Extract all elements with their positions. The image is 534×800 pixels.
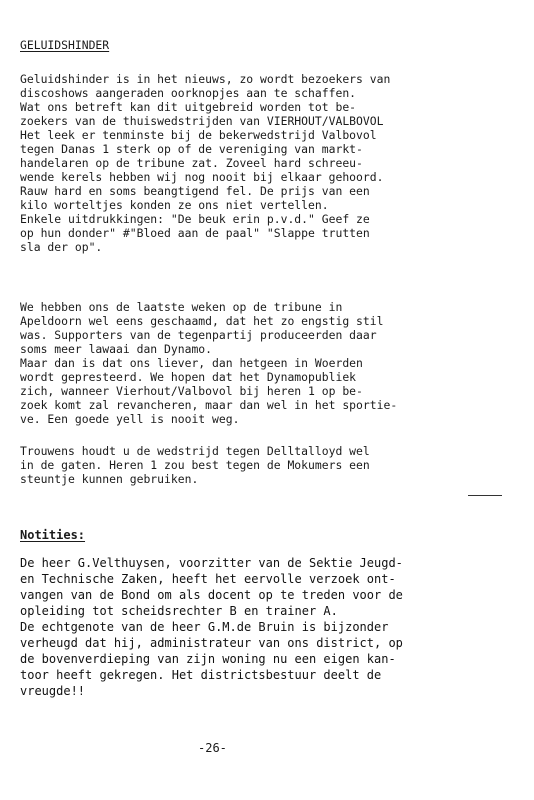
paragraph-line: Apeldoorn wel eens geschaamd, dat het zo engstig stil bbox=[20, 314, 384, 328]
page-number: -26- bbox=[198, 741, 227, 755]
notes-line: en Technische Zaken, heeft het eervolle verzoek ont- bbox=[20, 572, 396, 586]
notes-line: de bovenverdieping van zijn woning nu een eigen kan- bbox=[20, 652, 396, 666]
paragraph-line: sla der op". bbox=[20, 240, 103, 254]
paragraph-line: zoek komt zal revancheren, maar dan wel in het sportie- bbox=[20, 398, 398, 412]
paragraph-line: Wat ons betreft kan dit uitgebreid worden tot be- bbox=[20, 100, 357, 114]
paragraph-line: in de gaten. Heren 1 zou best tegen de Mokumers een bbox=[20, 458, 370, 472]
paragraph-line: Rauw hard en soms beangtigend fel. De prijs van een bbox=[20, 184, 370, 198]
notes-line: vangen van de Bond om als docent op te treden voor de bbox=[20, 588, 403, 602]
paragraph-line: discoshows aangeraden oorknopjes aan te schaffen. bbox=[20, 86, 357, 100]
paragraph-line: kilo worteltjes konden ze ons niet vertellen. bbox=[20, 198, 329, 212]
paragraph-line: tegen Danas 1 sterk op of de vereniging van markt- bbox=[20, 142, 363, 156]
article-heading: GELUIDSHINDER bbox=[20, 38, 110, 52]
notes-line: opleiding tot scheidsrechter B en trainer A. bbox=[20, 604, 338, 618]
paragraph-line: was. Supporters van de tegenpartij produceerden daar bbox=[20, 328, 377, 342]
decorative-dash bbox=[468, 495, 502, 496]
notes-line: toor heeft gekregen. Het districtsbestuur deelt de bbox=[20, 668, 382, 682]
paragraph-line: zich, wanneer Vierhout/Valbovol bij heren 1 op be- bbox=[20, 384, 363, 398]
notes-line: vreugde!! bbox=[20, 684, 86, 698]
paragraph-line: ve. Een goede yell is nooit weg. bbox=[20, 412, 240, 426]
paragraph-line: Trouwens houdt u de wedstrijd tegen Delltalloyd wel bbox=[20, 444, 370, 458]
paragraph-line: wordt gepresteerd. We hopen dat het Dynamopubliek bbox=[20, 370, 357, 384]
paragraph-line: zoekers van de thuiswedstrijden van VIERHOUT/VALBOVOL bbox=[20, 114, 384, 128]
paragraph-line: steuntje kunnen gebruiken. bbox=[20, 472, 199, 486]
notes-line: De heer G.Velthuysen, voorzitter van de Sektie Jeugd- bbox=[20, 556, 403, 570]
paragraph-line: Enkele uitdrukkingen: "De beuk erin p.v.d." Geef ze bbox=[20, 212, 370, 226]
paragraph-line: Geluidshinder is in het nieuws, zo wordt bezoekers van bbox=[20, 72, 391, 86]
paragraph-line: soms meer lawaai dan Dynamo. bbox=[20, 342, 213, 356]
paragraph-line: handelaren op de tribune zat. Zoveel hard schreeu- bbox=[20, 156, 363, 170]
notes-line: verheugd dat hij, administrateur van ons district, op bbox=[20, 636, 403, 650]
paragraph-line: Het leek er tenminste bij de bekerwedstrijd Valbovol bbox=[20, 128, 377, 142]
paragraph-line: Maar dan is dat ons liever, dan hetgeen in Woerden bbox=[20, 356, 363, 370]
paragraph-line: op hun donder" #"Bloed aan de paal" "Slappe trutten bbox=[20, 226, 370, 240]
paragraph-line: We hebben ons de laatste weken op de tribune in bbox=[20, 300, 343, 314]
notes-line: De echtgenote van de heer G.M.de Bruin is bijzonder bbox=[20, 620, 389, 634]
notes-heading: Notities: bbox=[20, 528, 86, 542]
paragraph-line: wende kerels hebben wij nog nooit bij elkaar gehoord. bbox=[20, 170, 384, 184]
